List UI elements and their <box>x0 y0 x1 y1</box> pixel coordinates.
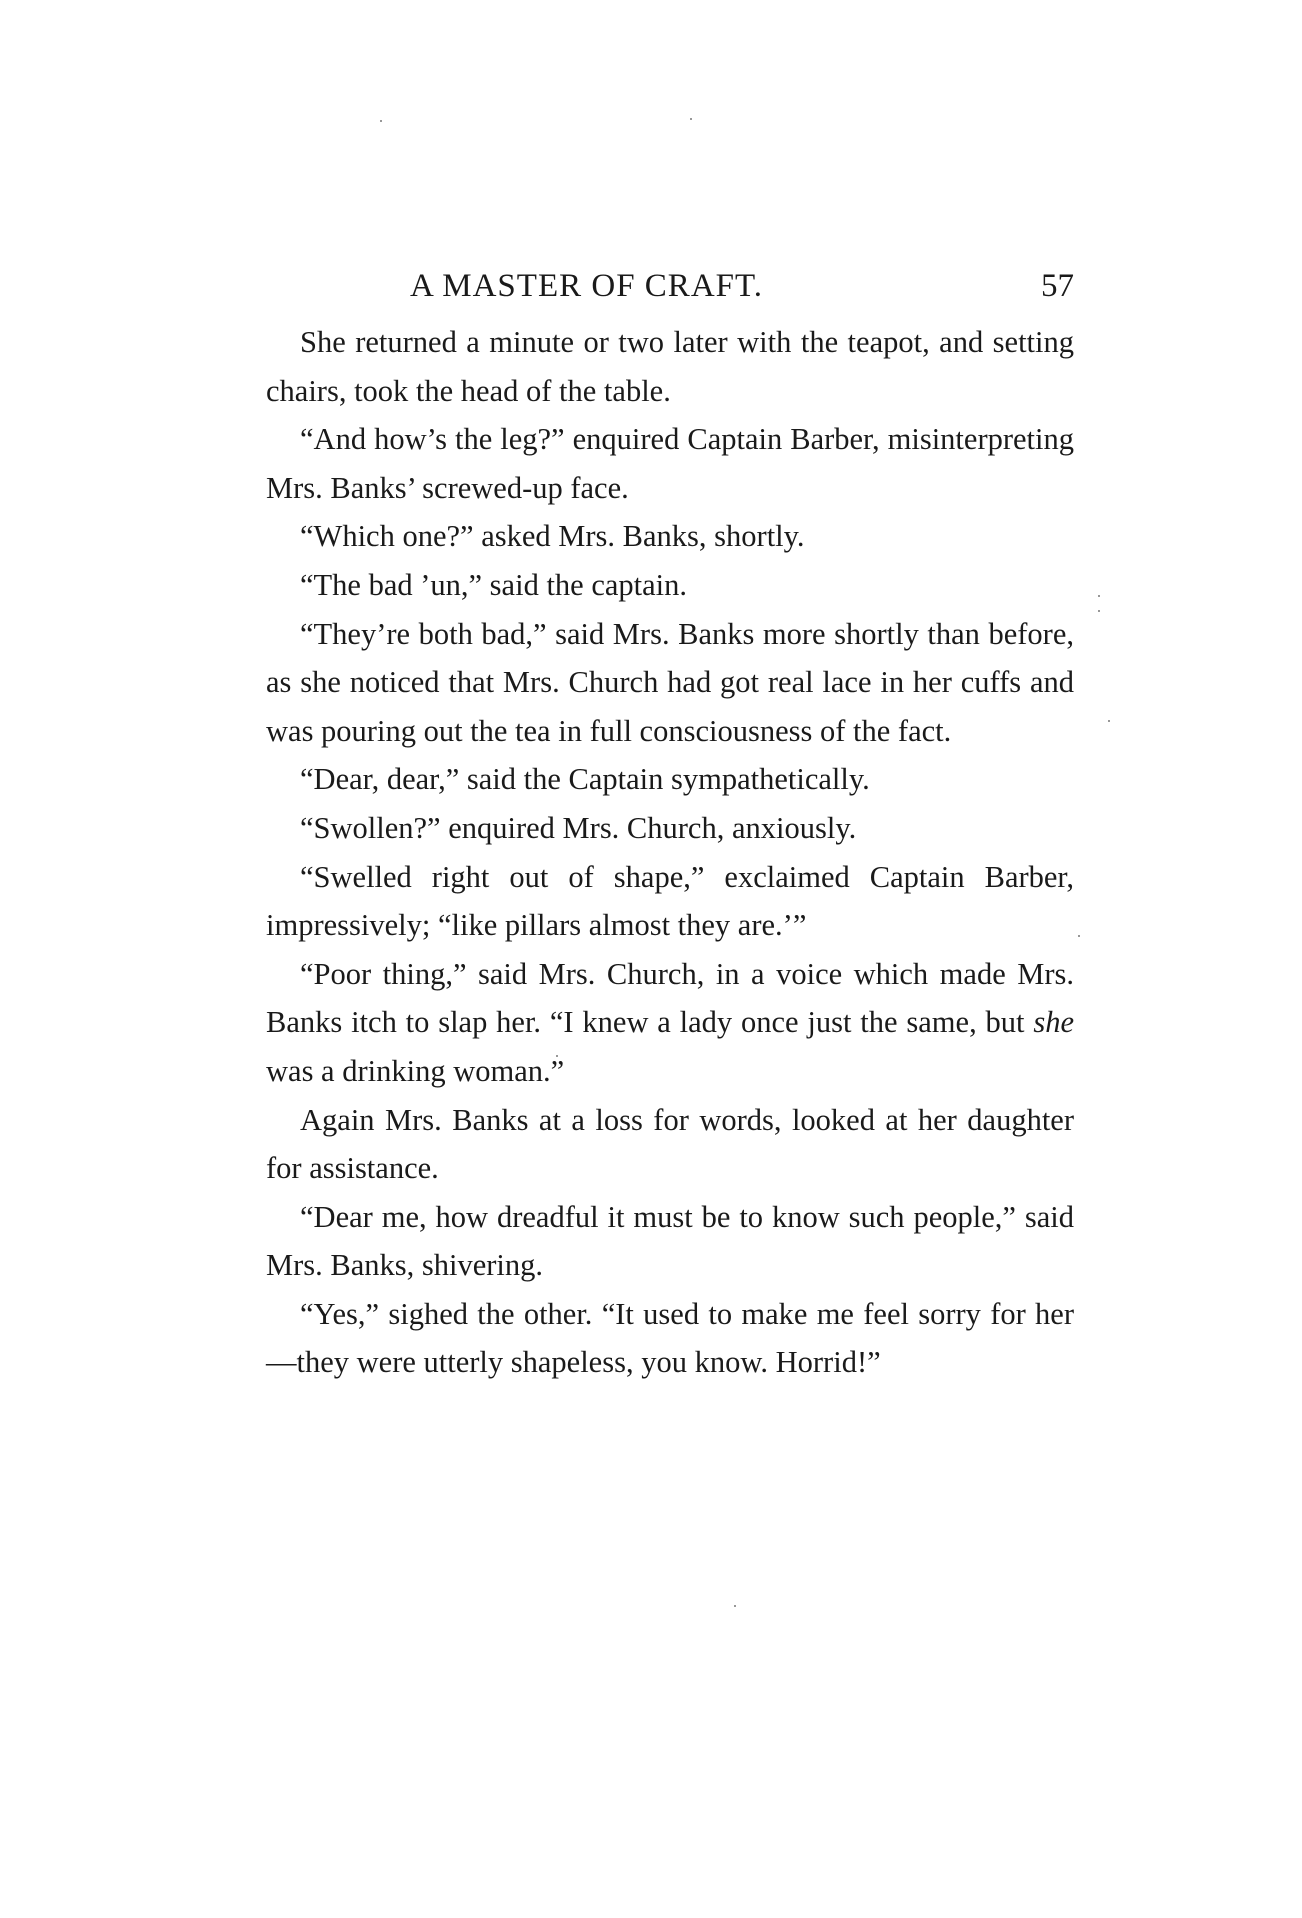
running-header <box>266 268 1074 318</box>
paragraph-text: was a drinking woman.” <box>266 1053 565 1088</box>
paragraph: “Yes,” sighed the other. “It used to make me feel sorry for her—they were utterly shapeless, you know. Horrid!” <box>266 1296 1074 1380</box>
paragraph: “They’re both bad,” said Mrs. Banks more shortly than before, as she noticed that Mrs. Church had got real lace in her cuffs and was pouring out the tea in full consciousness of the fact. <box>266 616 1074 748</box>
paper-speck <box>1098 610 1100 612</box>
paragraph: “Swollen?” enquired Mrs. Church, anxiously. <box>300 810 857 845</box>
paragraph: She returned a minute or two later with the teapot, and setting chairs, took the head of the table. <box>266 325 1074 408</box>
paper-speck <box>734 1605 736 1607</box>
paragraph: “Dear, dear,” said the Captain sympathetically. <box>300 762 870 797</box>
paper-speck <box>1078 935 1080 937</box>
paper-speck <box>690 118 692 120</box>
paragraph: Again Mrs. Banks at a loss for words, looked at her daughter for assistance. <box>266 1102 1074 1186</box>
page-number: 57 <box>1041 268 1074 304</box>
paper-speck <box>380 120 382 122</box>
paragraph-text: “Poor thing,” said Mrs. Church, in a voice which made Mrs. Banks itch to slap her. “I knew a lady once just the same, but <box>266 956 1074 1040</box>
paper-speck <box>1098 595 1100 597</box>
paragraph: “The bad ’un,” said the captain. <box>300 567 688 602</box>
paragraph: “Which one?” asked Mrs. Banks, shortly. <box>300 519 805 554</box>
body-text <box>266 318 1074 1387</box>
emphasized-word: she <box>1033 1005 1074 1040</box>
paragraph: “Swelled right out of shape,” exclaimed Captain Barber, impressively; “like pillars almost they are.’” <box>266 859 1074 943</box>
paragraph <box>266 950 1074 1096</box>
running-title: A MASTER OF CRAFT. <box>410 268 763 304</box>
paragraph: “Dear me, how dreadful it must be to know such people,” said Mrs. Banks, shivering. <box>266 1199 1074 1283</box>
paragraph: “And how’s the leg?” enquired Captain Barber, misinterpreting Mrs. Banks’ screwed-up face. <box>266 422 1074 505</box>
paper-speck <box>1108 720 1110 722</box>
